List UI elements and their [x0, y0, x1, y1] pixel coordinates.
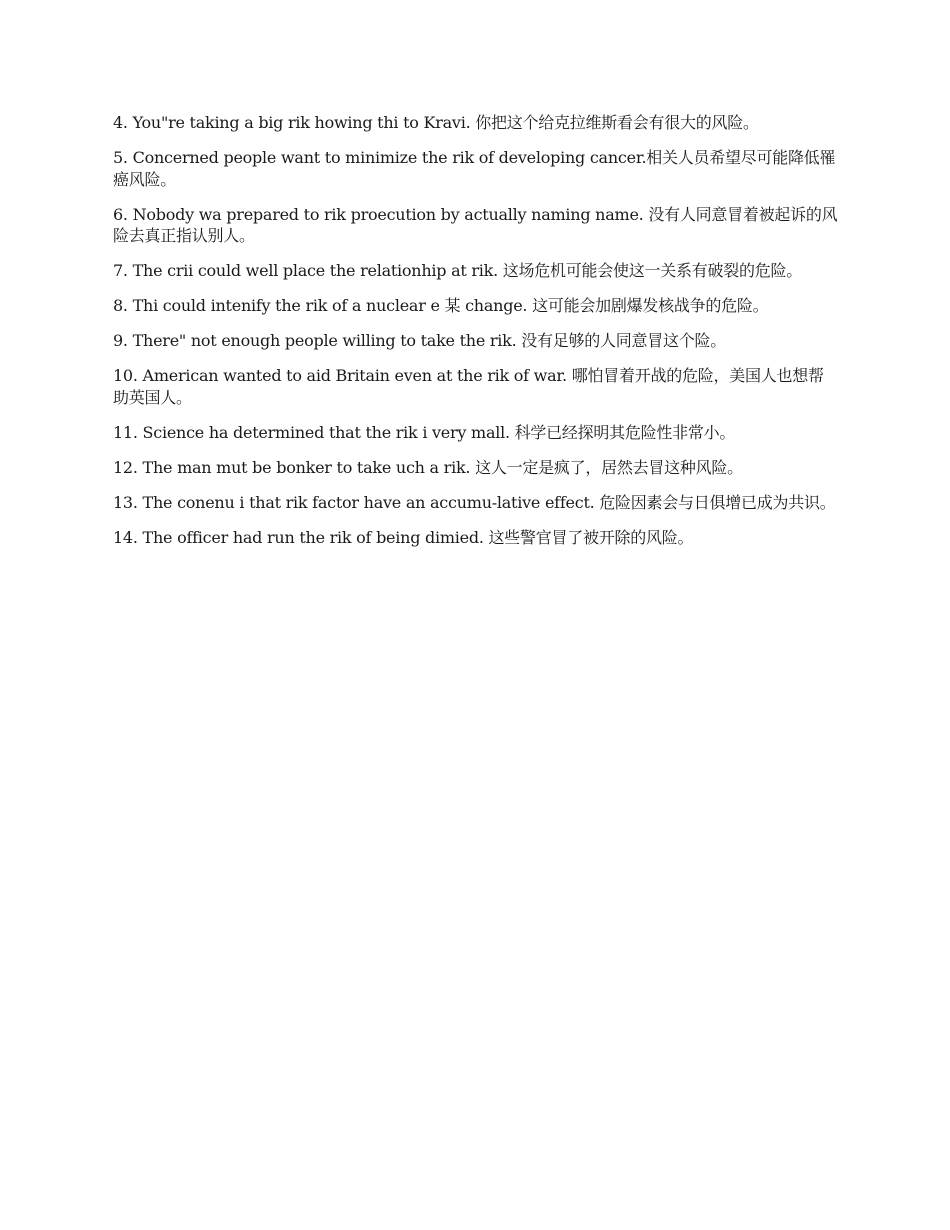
sentence-11: 11. Science ha determined that the rik i very mall. 科学已经探明其危险性非常小。: [113, 422, 736, 442]
sentence-list: [113, 112, 839, 562]
sentence-5: 5. Concerned people want to minimize the rik of developing cancer.相关人员希望尽可能降低罹癌风险。: [113, 148, 836, 189]
sentence-8: 8. Thi could intenify the rik of a nuclear e 某 change. 这可能会加剧爆发核战争的危险。: [113, 296, 769, 315]
sentence-6: 6. Nobody wa prepared to rik proecution by actually naming name. 没有人同意冒着被起诉的风险去真正指认别人。: [113, 204, 838, 245]
sentence-10: 10. American wanted to aid Britain even at the rik of war. 哪怕冒着开战的危险，美国人也想帮助英国人。: [113, 366, 824, 407]
sentence-7: 7. The crii could well place the relationhip at rik. 这场危机可能会使这一关系有破裂的危险。: [113, 261, 803, 280]
sentence-4: 4. You"re taking a big rik howing thi to Kravi. 你把这个给克拉维斯看会有很大的风险。: [113, 113, 759, 132]
sentence-13: 13. The conenu i that rik factor have an accumu-lative effect. 危险因素会与日俱增已成为共识。: [113, 492, 836, 512]
sentence-14: 14. The officer had run the rik of being dimied. 这些警官冒了被开除的风险。: [113, 527, 694, 547]
sentence-12: 12. The man mut be bonker to take uch a rik. 这人一定是疯了，居然去冒这种风险。: [113, 457, 743, 477]
sentence-9: 9. There" not enough people willing to take the rik. 没有足够的人同意冒这个险。: [113, 331, 727, 350]
